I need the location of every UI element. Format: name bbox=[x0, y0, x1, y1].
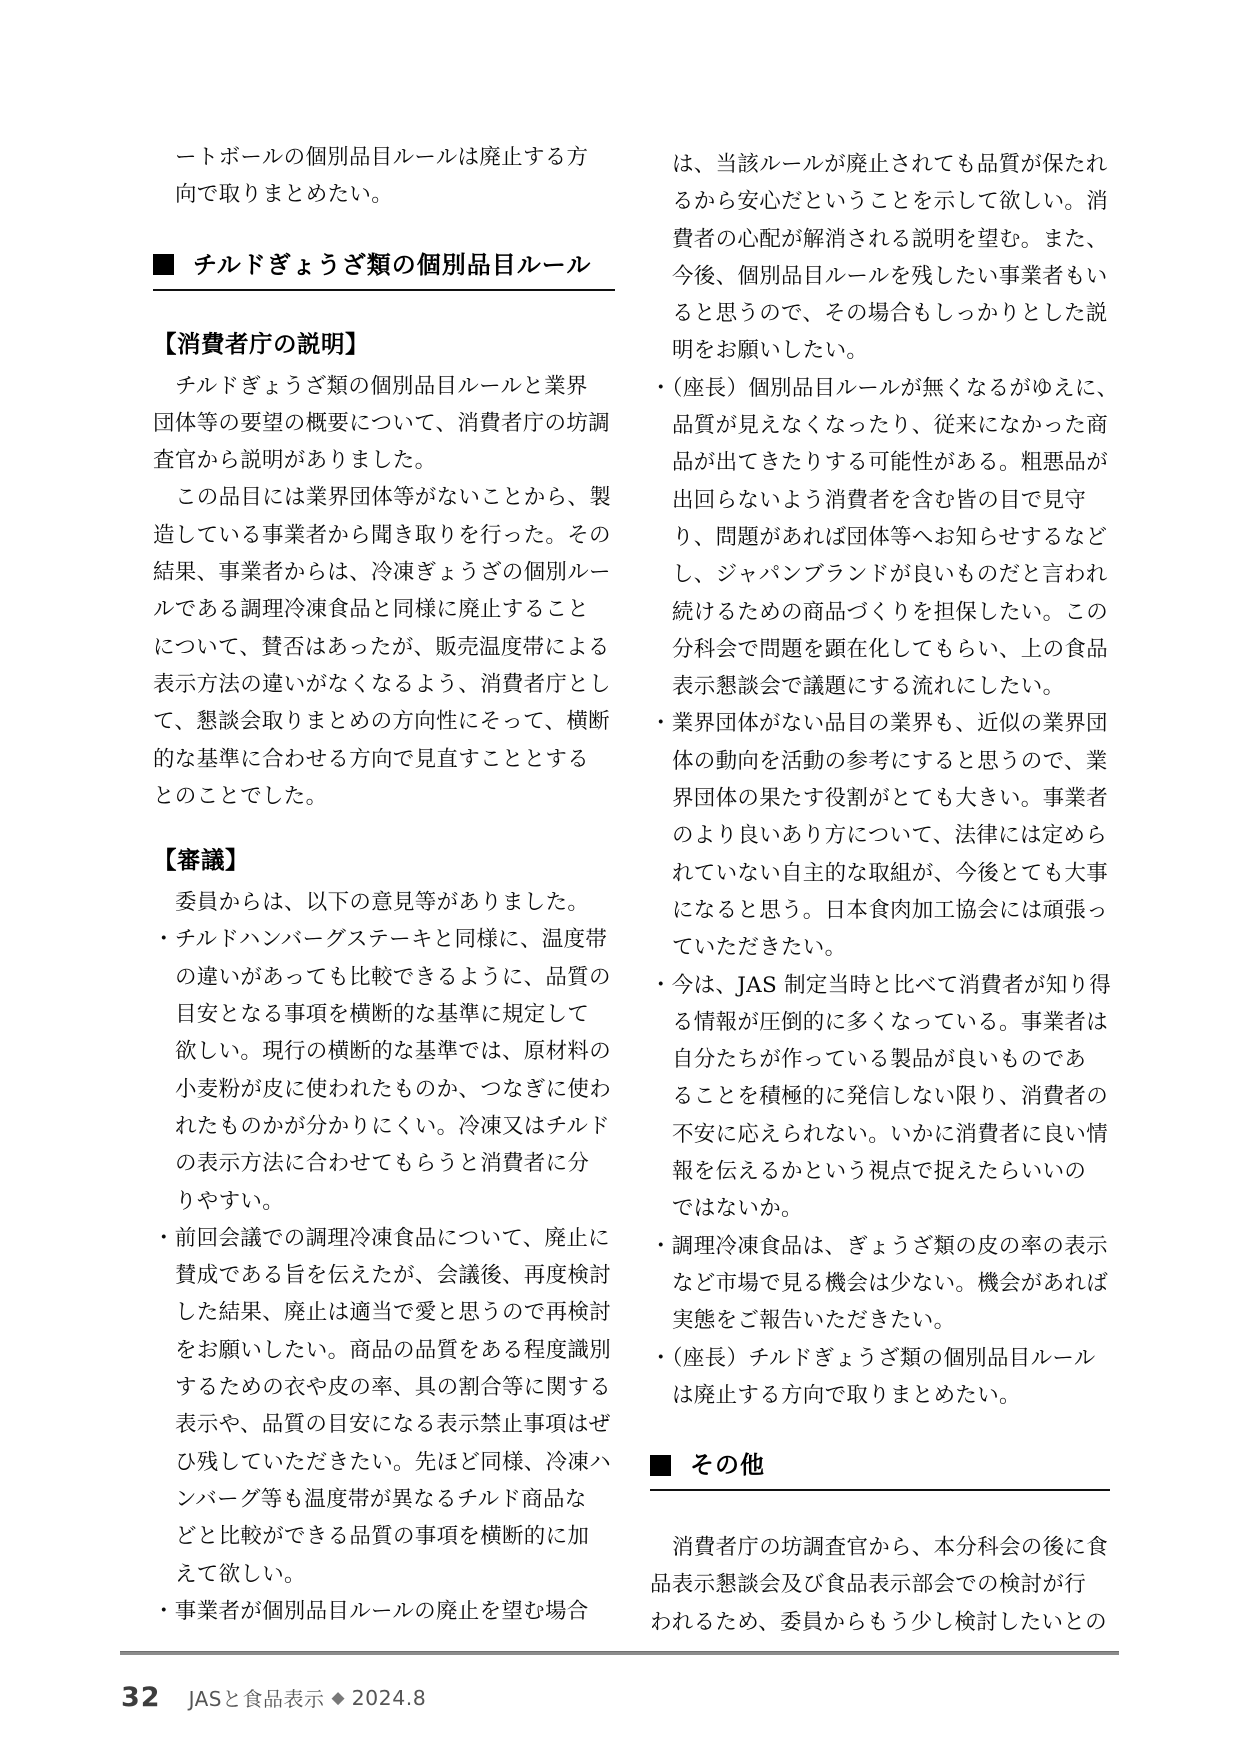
text-line: えて欲しい。 bbox=[175, 1561, 306, 1587]
text-line: るから安心だということを示して欲しい。消 bbox=[672, 189, 1109, 215]
text-line: 的な基準に合わせる方向で見直すこととする bbox=[153, 746, 590, 772]
text-line: 出回らないよう消費者を含む皆の目で見守 bbox=[672, 487, 1087, 513]
text-line: 目安となる事項を横断的な基準に規定して bbox=[175, 1002, 590, 1028]
text-line: りやすい。 bbox=[175, 1188, 285, 1214]
text-line: 造している事業者から聞き取りを行った。その bbox=[153, 522, 611, 548]
text-line: れていない自主的な取組が、今後とても大事 bbox=[672, 860, 1109, 886]
text-line: の違いがあっても比較できるように、品質の bbox=[175, 964, 611, 990]
bullet-line: ・前回会議での調理冷凍食品について、廃止に bbox=[153, 1225, 610, 1251]
text-line: 表示懇談会で議題にする流れにしたい。 bbox=[672, 674, 1065, 700]
black-square-icon bbox=[153, 254, 174, 275]
text-line: われるため、委員からもう少し検討したいとの bbox=[650, 1609, 1107, 1635]
text-line: した結果、廃止は適当で愛と思うので再検討 bbox=[175, 1300, 612, 1326]
bullet-line: ・（座長）チルドぎょうざ類の個別品目ルール bbox=[650, 1345, 1096, 1371]
text-line: し、ジャパンブランドが良いものだと言われ bbox=[672, 562, 1108, 588]
diamond-icon: ◆ bbox=[331, 1687, 345, 1708]
text-line: この品目には業界団体等がないことから、製 bbox=[175, 485, 612, 511]
text-line: 費者の心配が解消される説明を望む。また、 bbox=[672, 226, 1109, 252]
text-line: 不安に応えられない。いかに消費者に良い情 bbox=[672, 1121, 1109, 1147]
text-line: 今後、個別品目ルールを残したい事業者もい bbox=[672, 263, 1108, 289]
section-header bbox=[153, 250, 615, 291]
text-line: 査官から説明がありました。 bbox=[153, 448, 437, 474]
text-line: 欲しい。現行の横断的な基準では、原材料の bbox=[175, 1039, 612, 1065]
bullet-line: ・チルドハンバーグステーキと同様に、温度帯 bbox=[153, 927, 608, 953]
section-header-label: チルドぎょうざ類の個別品目ルール bbox=[193, 250, 592, 279]
text-line: 自分たちが作っている製品が良いものであ bbox=[672, 1047, 1087, 1073]
text-line: について、賛否はあったが、販売温度帯による bbox=[153, 634, 610, 660]
text-line: をお願いしたい。商品の品質をある程度識別 bbox=[175, 1337, 612, 1363]
text-line: は廃止する方向で取りまとめたい。 bbox=[672, 1382, 1021, 1408]
text-line: ンバーグ等も温度帯が異なるチルド商品な bbox=[175, 1486, 587, 1512]
text-line: するための衣や皮の率、具の割合等に関する bbox=[175, 1375, 612, 1401]
section-header-label: その他 bbox=[690, 1451, 765, 1480]
text-line: 消費者庁の坊調査官から、本分科会の後に食 bbox=[672, 1535, 1109, 1561]
text-line: て、懇談会取りまとめの方向性にそって、横断 bbox=[153, 709, 610, 735]
text-line: は、当該ルールが廃止されても品質が保たれ bbox=[672, 152, 1108, 177]
section-header bbox=[650, 1450, 1110, 1491]
text-line: り、問題があれば団体等へお知らせするなど bbox=[672, 524, 1108, 550]
page-number: 32 bbox=[121, 1682, 161, 1713]
text-line: 体の動向を活動の参考にすると思うので、業 bbox=[672, 748, 1108, 774]
text-line: 品が出てきたりする可能性がある。粗悪品が bbox=[672, 450, 1109, 476]
text-line: とのことでした。 bbox=[153, 783, 328, 809]
bullet-line: ・業界団体がない品目の業界も、近似の業界団 bbox=[650, 711, 1108, 737]
text-line: 報を伝えるかという視点で捉えたらいいの bbox=[672, 1159, 1087, 1185]
text-line: 賛成である旨を伝えたが、会議後、再度検討 bbox=[175, 1263, 612, 1289]
right-column bbox=[650, 146, 1119, 1641]
black-square-icon bbox=[650, 1455, 671, 1476]
text-line: 小麦粉が皮に使われたものか、つなぎに使わ bbox=[175, 1076, 612, 1102]
text-line: のより良いあり方について、法律には定めら bbox=[672, 823, 1108, 849]
text-line: れたものかが分かりにくい。冷凍又はチルド bbox=[175, 1113, 610, 1139]
footer-rule bbox=[120, 1651, 1119, 1655]
text-line: ていただきたい。 bbox=[672, 935, 847, 961]
text-line: どと比較ができる品質の事項を横断的に加 bbox=[175, 1524, 590, 1550]
subsection-header: 【消費者庁の説明】 bbox=[153, 329, 369, 358]
bullet-line: ・（座長）個別品目ルールが無くなるがゆえに、 bbox=[650, 375, 1119, 401]
text-line: 分科会で問題を顕在化してもらい、上の食品 bbox=[672, 636, 1109, 662]
text-line: 品表示懇談会及び食品表示部会での検討が行 bbox=[650, 1572, 1087, 1598]
text-line: など市場で見る機会は少ない。機会があれば bbox=[672, 1270, 1109, 1296]
text-line: ひ残していただきたい。先ほど同様、冷凍ハ bbox=[175, 1449, 612, 1475]
text-line: 委員からは、以下の意見等がありました。 bbox=[175, 890, 590, 916]
text-line: になると思う。日本食肉加工協会には頑張っ bbox=[672, 897, 1109, 923]
text-line: 実態をご報告いただきたい。 bbox=[672, 1308, 956, 1334]
text-line: 明をお願いしたい。 bbox=[672, 338, 869, 364]
subsection-header: 【審議】 bbox=[153, 846, 249, 875]
text-line: る情報が圧倒的に多くなっている。事業者は bbox=[672, 1009, 1109, 1035]
journal-title: JASと食品表示 bbox=[188, 1687, 325, 1711]
text-line: 品質が見えなくなったり、従来になかった商 bbox=[672, 413, 1109, 439]
text-line: ると思うので、その場合もしっかりとした説 bbox=[672, 301, 1108, 327]
bullet-line: ・調理冷凍食品は、ぎょうざ類の皮の率の表示 bbox=[650, 1233, 1108, 1259]
bullet-line: ・事業者が個別品目ルールの廃止を望む場合 bbox=[153, 1598, 589, 1624]
text-line: ルである調理冷凍食品と同様に廃止すること bbox=[153, 597, 590, 623]
text-line: 向で取りまとめたい。 bbox=[175, 182, 394, 208]
bullet-line: ・今は、JAS 制定当時と比べて消費者が知り得 bbox=[650, 972, 1112, 998]
text-line: 表示方法の違いがなくなるよう、消費者庁とし bbox=[153, 671, 611, 697]
text-line: 続けるための商品づくりを担保したい。この bbox=[672, 599, 1109, 625]
text-line: 結果、事業者からは、冷凍ぎょうざの個別ルー bbox=[153, 560, 611, 586]
text-line: ることを積極的に発信しない限り、消費者の bbox=[672, 1084, 1109, 1110]
text-line: 団体等の要望の概要について、消費者庁の坊調 bbox=[153, 410, 610, 436]
page-footer bbox=[121, 1682, 426, 1713]
text-line: チルドぎょうざ類の個別品目ルールと業界 bbox=[175, 373, 588, 399]
issue-date: 2024.8 bbox=[351, 1685, 427, 1710]
text-line: ートボールの個別品目ルールは廃止する方 bbox=[175, 145, 589, 170]
text-line: ではないか。 bbox=[672, 1196, 803, 1222]
left-column bbox=[153, 139, 615, 1630]
text-line: 界団体の果たす役割がとても大きい。事業者 bbox=[672, 786, 1109, 812]
text-line: 表示や、品質の目安になる表示禁止事項はぜ bbox=[175, 1412, 611, 1438]
text-line: の表示方法に合わせてもらうと消費者に分 bbox=[175, 1151, 590, 1177]
